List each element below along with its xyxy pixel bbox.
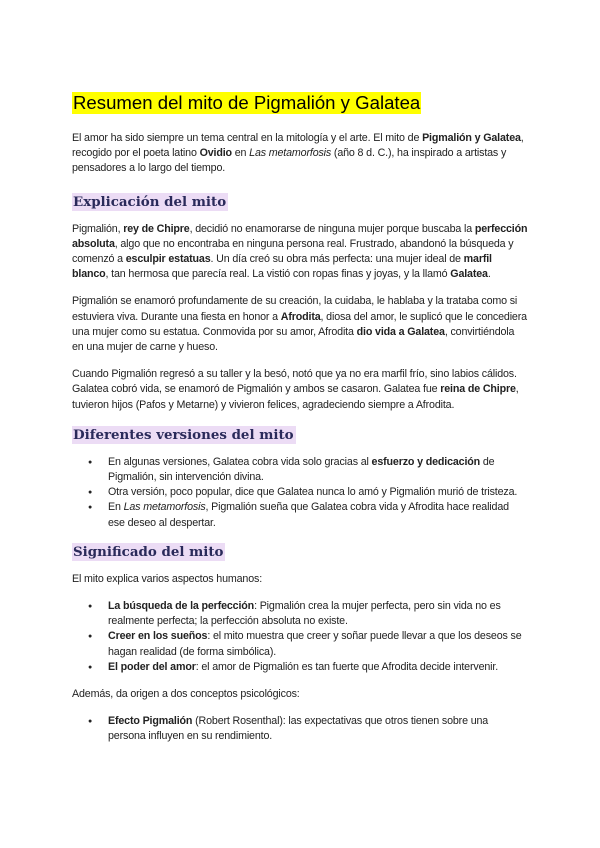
list-item: [72, 455, 528, 485]
bold-run: El poder del amor: [108, 660, 196, 673]
text-run: : el amor de Pigmalión es tan fuerte que Afrodita decide intervenir.: [195, 660, 499, 673]
bold-run: marfil blanco: [72, 253, 492, 281]
list-item: [72, 500, 528, 530]
explicacion-paragraph-3: [72, 367, 528, 413]
text-run: .: [487, 268, 491, 281]
text-run: , tuvieron hijos (Pafos y Metarne) y vivieron felices, agradeciendo siempre a Afrodita.: [72, 383, 519, 411]
text-run: Cuando Pigmalión regresó a su taller y la besó, notó que ya no era marfil frío, sino labios cálidos. Galatea cobró vida, se enamoró de Pigmalión y ambos se casaron. Galatea fue: [72, 368, 517, 396]
text-run: Pigmalión se enamoró profundamente de su creación, la cuidaba, le hablaba y la trataba como si estuviera viva. Durante una fiesta en honor a: [72, 295, 518, 323]
bold-run: Creer en los sueños: [108, 630, 208, 643]
text-run: Pigmalión,: [72, 222, 124, 235]
text-run: : Pigmalión crea la mujer perfecta, pero sin vida no es realmente perfecta; la perfección absoluta no existe.: [108, 600, 501, 628]
bold-run: esculpir estatuas: [125, 253, 211, 266]
text-run: El amor ha sido siempre un tema central en la mitología y el arte. El mito de: [72, 132, 423, 144]
text-run: Otra versión, poco popular, dice que Galatea nunca lo amó y Pigmalión murió de tristeza.: [108, 486, 518, 499]
text-run: (año 8 d. C.), ha inspirado a artistas y pensadores a lo largo del tiempo.: [72, 147, 507, 175]
text-run: . Un día creó su obra más perfecta: una mujer ideal de: [210, 253, 464, 266]
page-title: Resumen del mito de Pigmalión y Galatea: [73, 92, 421, 113]
text-run: : el mito muestra que creer y soñar puede llevar a que los deseos se hagan realidad (de forma simbólica).: [108, 630, 522, 658]
bold-run: rey de Chipre: [123, 222, 190, 235]
bold-run: La búsqueda de la perfección: [108, 600, 255, 613]
text-run: , convirtiéndola en una mujer de carne y hueso.: [72, 325, 515, 354]
bold-run: perfección absoluta: [72, 222, 528, 250]
list-item: [72, 599, 528, 629]
bold-run: reina de Chipre: [440, 383, 516, 396]
bold-run: Ovidio: [199, 147, 232, 160]
text-run: , Pigmalión sueña que Galatea cobra vida y Afrodita hace realidad ese deseo al despertar.: [108, 501, 509, 529]
section-heading-explicacion: Explicación del mito: [73, 193, 227, 210]
text-run: , tan hermosa que parecía real. La vistió con ropas finas y joyas, y la llamó: [105, 268, 451, 281]
list-item: [72, 714, 528, 744]
text-run: , decidió no enamorarse de ninguna mujer porque buscaba la: [189, 222, 475, 235]
text-run: En: [108, 501, 124, 514]
bold-run: Afrodita: [280, 310, 321, 323]
significado-lead: El mito explica varios aspectos humanos:: [72, 572, 263, 585]
bold-run: Pigmalión y Galatea: [422, 132, 521, 144]
significado-list: [72, 599, 528, 675]
text-run: en: [231, 147, 250, 160]
bold-run: esfuerzo y dedicación: [371, 455, 481, 468]
document-page: [72, 92, 528, 745]
intro-paragraph: [72, 131, 528, 177]
text-run: de Pigmalión, sin intervención divina.: [108, 455, 495, 484]
italic-run: Las metamorfosis: [249, 147, 332, 160]
text-run: En algunas versiones, Galatea cobra vida solo gracias al: [108, 455, 372, 468]
bold-run: Galatea: [450, 268, 488, 281]
section-heading-versiones: Diferentes versiones del mito: [73, 426, 294, 443]
list-item: [72, 629, 528, 659]
list-item: [72, 660, 528, 675]
list-item: [72, 485, 528, 500]
conceptos-list: [72, 714, 528, 744]
explicacion-paragraph-1: [72, 222, 528, 283]
text-run: , recogido por el poeta latino: [72, 132, 524, 160]
bold-run: Efecto Pigmalión: [108, 715, 193, 728]
text-run: (Robert Rosenthal): las expectativas que otros tienen sobre una persona influyen en su rendimiento.: [108, 715, 489, 743]
versiones-list: [72, 455, 528, 531]
section-heading-significado: Significado del mito: [73, 543, 224, 560]
explicacion-paragraph-2: [72, 294, 528, 355]
italic-run: Las metamorfosis: [123, 501, 206, 514]
text-run: , diosa del amor, le suplicó que le concediera una mujer como su estatua. Conmovida por su amor, Afrodita: [72, 310, 527, 338]
conceptos-lead: Además, da origen a dos conceptos psicológicos:: [72, 688, 300, 701]
bold-run: dio vida a Galatea: [356, 325, 445, 338]
text-run: , algo que no encontraba en ninguna persona real. Frustrado, abandonó la búsqueda y comenzó a: [72, 237, 514, 266]
